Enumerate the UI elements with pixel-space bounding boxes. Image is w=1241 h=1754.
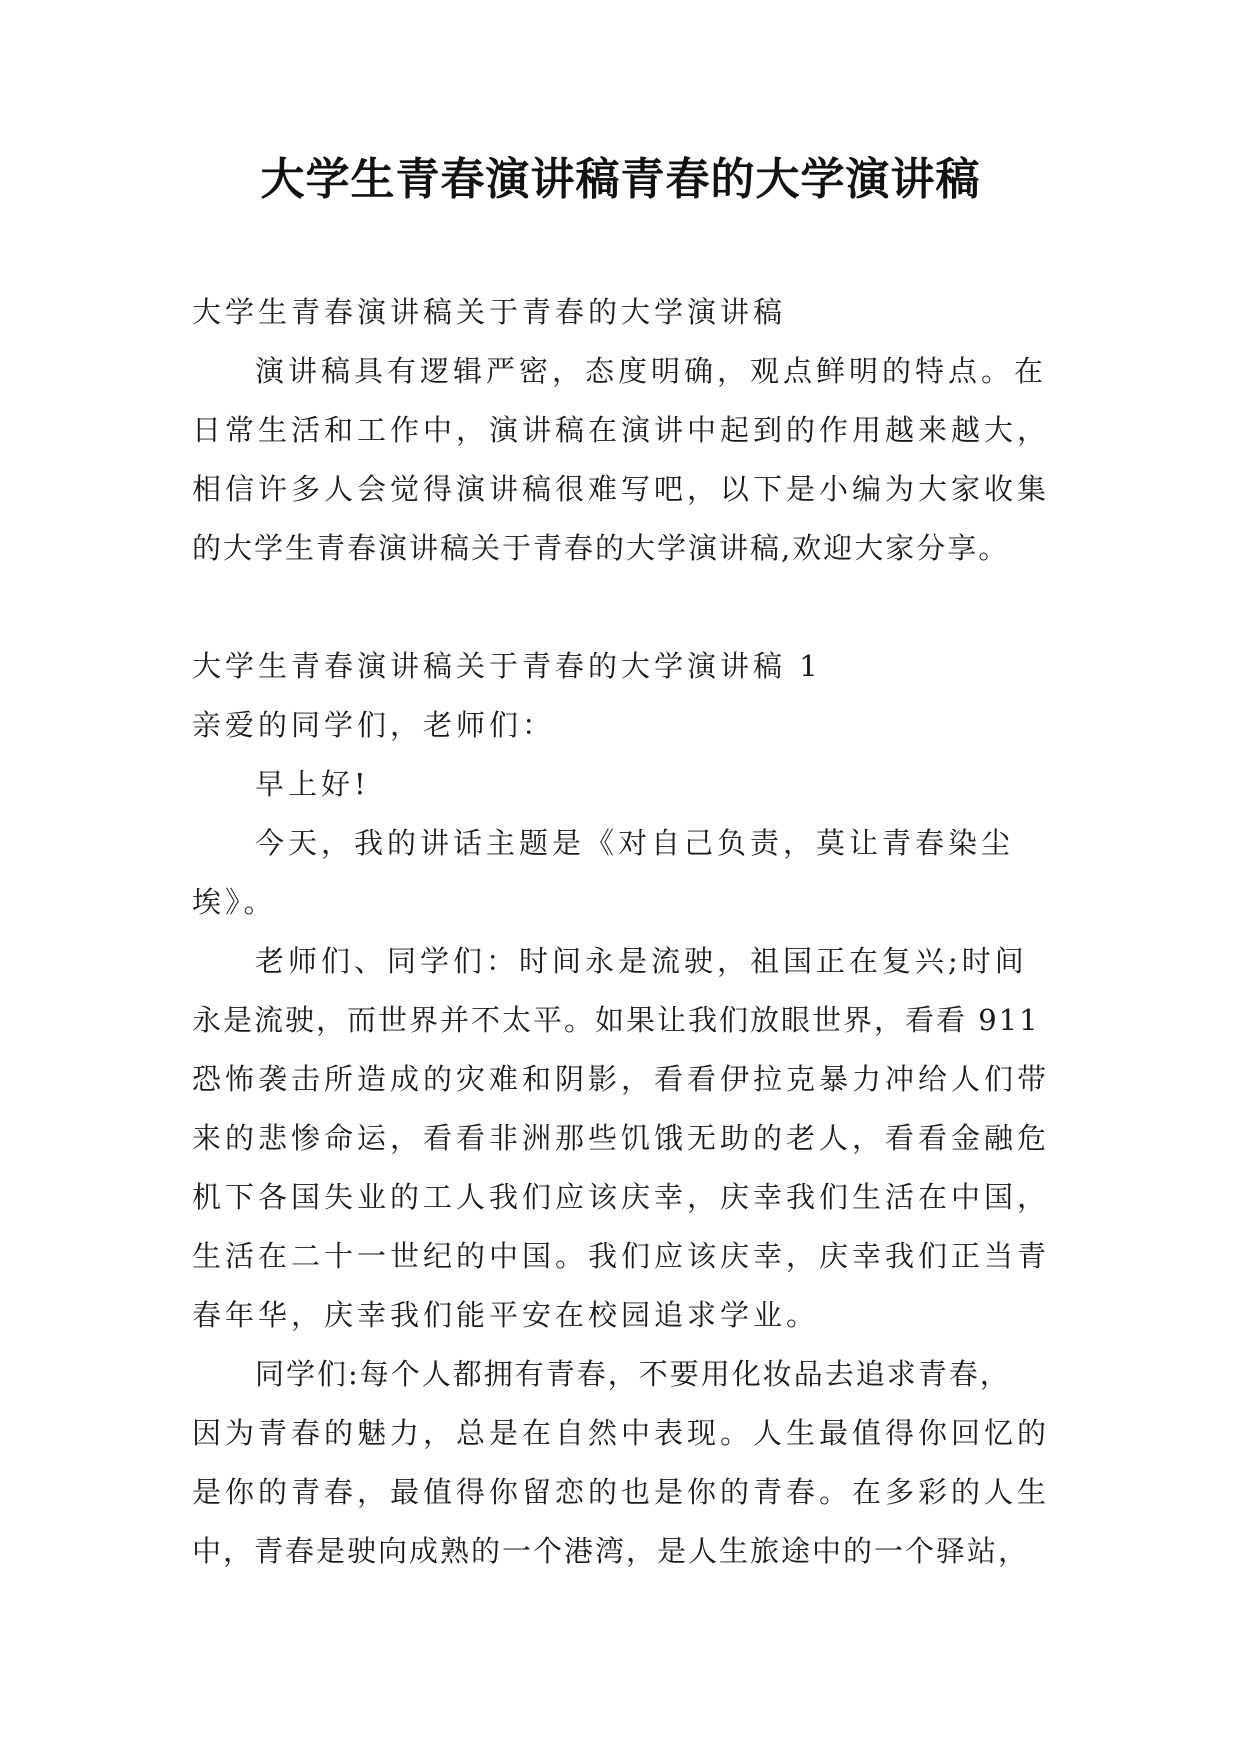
document-body [192,283,1072,1581]
paragraph-line: 恐怖袭击所造成的灾难和阴影，看看伊拉克暴力冲给人们带 [192,1062,1051,1096]
paragraph-line: 因为青春的魅力，总是在自然中表现。人生最值得你回忆的 [192,1416,1051,1450]
intro-line: 演讲稿具有逻辑严密，态度明确，观点鲜明的特点。在 [255,354,1048,388]
paragraph-line: 生活在二十一世纪的中国。我们应该庆幸，庆幸我们正当青 [192,1239,1051,1273]
intro-line: 的大学生青春演讲稿关于青春的大学演讲稿,欢迎大家分享。 [192,531,1010,565]
paragraph-line: 是你的青春，最值得你留恋的也是你的青春。在多彩的人生 [192,1475,1051,1509]
paragraph-line: 同学们:每个人都拥有青春，不要用化妆品去追求青春， [255,1357,1011,1391]
paragraph-line: 中，青春是驶向成熟的一个港湾，是人生旅途中的一个驿站， [192,1534,1030,1568]
paragraph-line: 永是流驶，而世界并不太平。如果让我们放眼世界，看看 911 [192,1003,1040,1037]
topic-line: 埃》。 [192,885,277,919]
intro-line: 日常生活和工作中，演讲稿在演讲中起到的作用越来越大， [192,413,1051,447]
paragraph-gap [192,578,1072,637]
intro-heading: 大学生青春演讲稿关于青春的大学演讲稿 [192,295,787,329]
salutation: 亲爱的同学们，老师们： [192,708,556,742]
document-title: 大学生青春演讲稿青春的大学演讲稿 [260,154,981,205]
paragraph-line: 机下各国失业的工人我们应该庆幸，庆幸我们生活在中国， [192,1180,1051,1214]
greeting: 早上好! [255,767,370,801]
paragraph-line: 来的悲惨命运，看看非洲那些饥饿无助的老人，看看金融危 [192,1121,1051,1155]
intro-line: 相信许多人会觉得演讲稿很难写吧，以下是小编为大家收集 [192,472,1051,506]
section-heading: 大学生青春演讲稿关于青春的大学演讲稿 1 [192,649,822,683]
topic-line: 今天，我的讲话主题是《对自己负责，莫让青春染尘 [255,826,1015,860]
paragraph-line: 老师们、同学们：时间永是流驶，祖国正在复兴;时间 [255,944,1028,978]
paragraph-line: 春年华，庆幸我们能平安在校园追求学业。 [192,1298,820,1332]
